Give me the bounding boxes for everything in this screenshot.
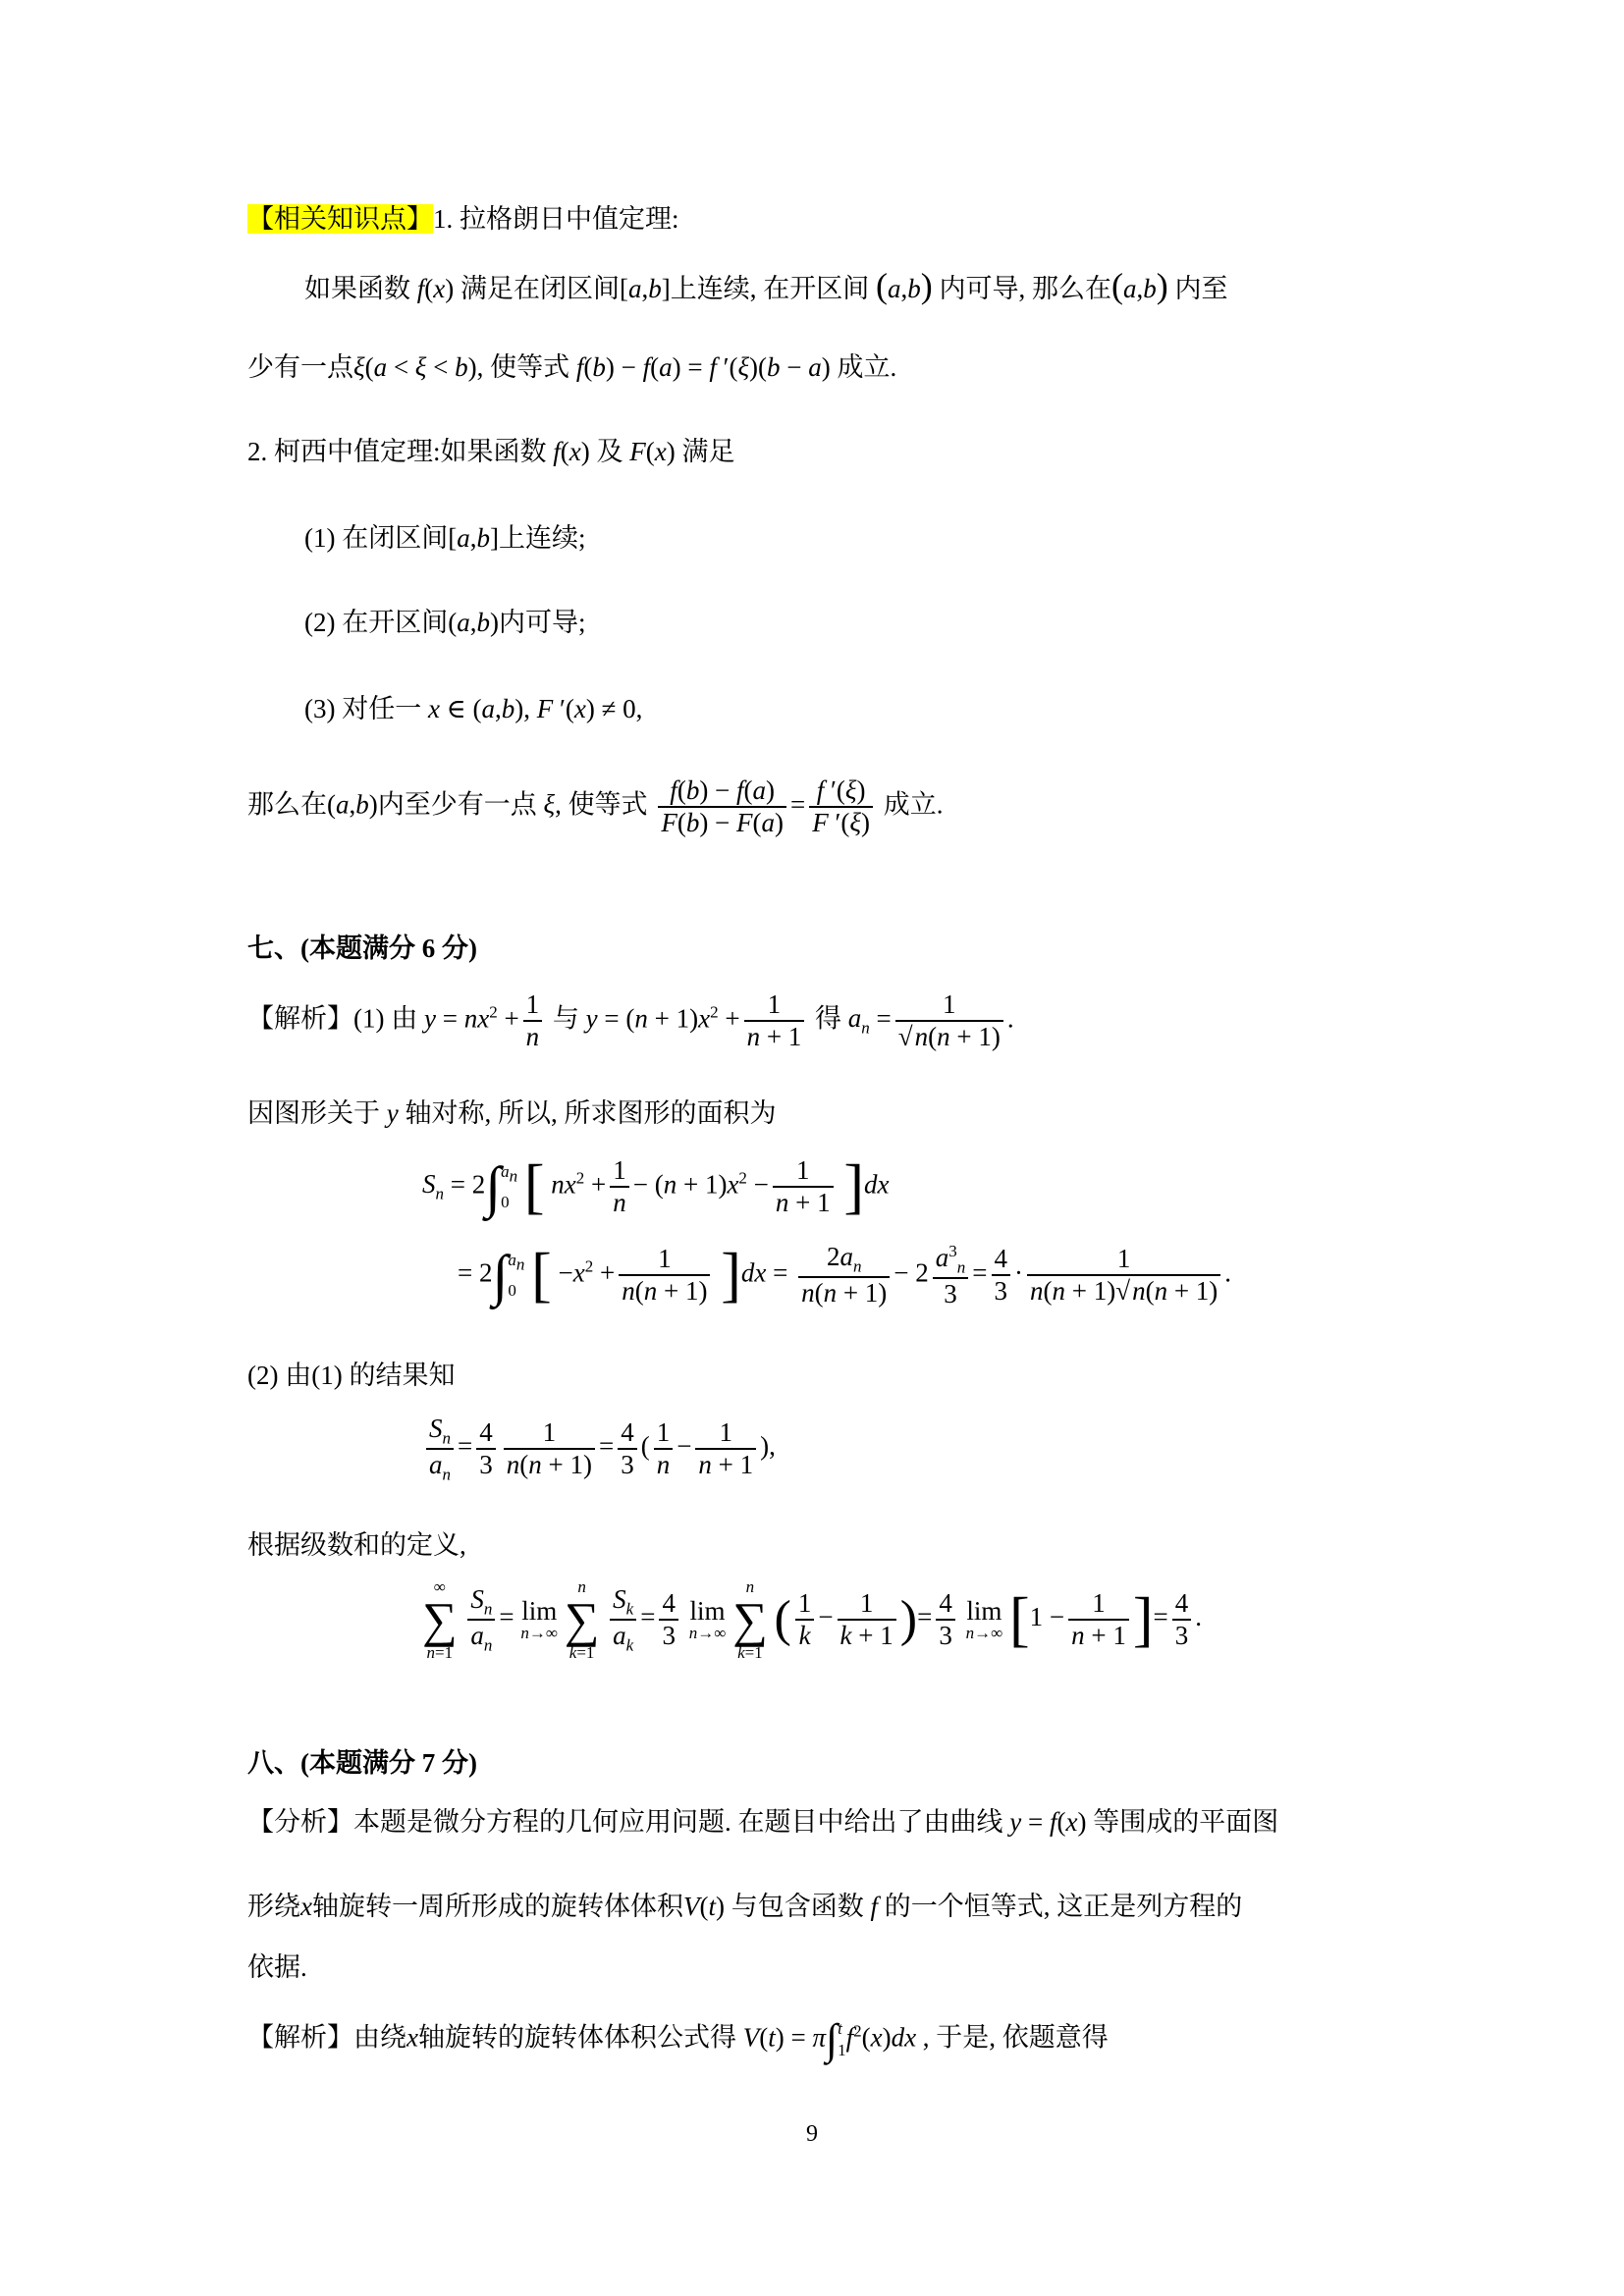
cauchy-condition-1: (1) 在闭区间[a,b]上连续; [304, 523, 586, 553]
solution-line: 【解析】由绕x轴旋转的旋转体体积公式得 V(t) = π∫ t 1 $f^2(x)dx$ , 于是, 依题意得 [247, 2015, 1109, 2063]
cauchy-condition-3: (3) 对任一 x ∈ (a,b), F ′(x) ≠ 0, [304, 694, 643, 723]
series-formula: ∞ ∑ n=1 $\frac{S_n}{a_n}$ = lim n→∞ n ∑ k=1 $\frac{S_k}{a_k}$ = $\frac{4}{3}$ lim n→∞ n ∑ k=1 ( $\frac{1}{k}$ − $\frac{1}{k + 1}$ )= $\frac{4}{3}$ lim n→∞ [1 − $\frac{1}{n + 1}$ ]= $\frac{4}{3}$ . [422, 1577, 1202, 1662]
analysis-tag: 【分析】 [247, 1807, 353, 1837]
lagrange-title: 1. 拉格朗日中值定理: [433, 204, 679, 234]
lagrange-statement-line2: 少有一点ξ(a < ξ < b), 使等式 f(b) − f(a) = f ′(ξ)(b − a) 成立. [247, 352, 897, 382]
area-formula-line2: = 2∫ $a_n$ 0 [ $-x^2$ + $\frac{1}{n(n + 1)}$ ]dx = $\frac{2a_n}{n(n + 1)}$ − 2 $\frac{a^3_n}{3}$ = $\frac{4}{3}$ · $\frac{1}{n(n + 1)√n(n + 1)}$ . [458, 1241, 1232, 1308]
analysis-line1: 【分析】本题是微分方程的几何应用问题. 在题目中给出了由曲线 y = f(x) 等围成的平面图 [247, 1807, 1279, 1837]
ratio-formula: $\frac{S_n}{a_n}$ = $\frac{4}{3}$ $\frac{1}{n(n + 1)}$ = $\frac{4}{3}$ ( $\frac{1}{n}$ − $\frac{1}{n + 1}$ ), [422, 1414, 776, 1484]
cauchy-conclusion: 那么在(a,b)内至少有一点 ξ, 使等式 $\frac{f(b) - f(a)}{F(b) - F(a)}$ = $\frac{f '(\xi)}{F '(\xi)}$ 成立. [247, 775, 944, 838]
cauchy-fraction-left: $\frac{f(b) - f(a)}{F(b) - F(a)}$ [658, 775, 786, 838]
cauchy-fraction-right: $\frac{f '(\xi)}{F '(\xi)}$ [809, 775, 873, 838]
analysis-line2: 形绕x轴旋转一周所形成的旋转体体积V(t) 与包含函数 f 的一个恒等式, 这正是列方程的 [247, 1892, 1243, 1921]
section7-part2: (2) 由(1) 的结果知 [247, 1361, 456, 1390]
knowledge-tag: 【相关知识点】 [247, 204, 433, 234]
section7-part1: 【解析】(1) 由 $y = nx^2$ + $\frac{1}{n}$ 与 $y = (n + 1)x^2$ + $\frac{1}{n + 1}$ 得 $a_n$ = $\frac{1}{√n(n + 1)}$ . [247, 989, 1014, 1052]
cauchy-condition-2: (2) 在开区间(a,b)内可导; [304, 608, 586, 637]
section8-heading: 八、(本题满分 7 分) [247, 1748, 477, 1778]
lagrange-statement-line1: 如果函数 f(x) 满足在闭区间[a,b]上连续, 在开区间 (a,b) 内可导, 那么在(a,b) 内至 [304, 266, 1228, 305]
solution-tag-8: 【解析】 [247, 2022, 353, 2053]
series-definition-text: 根据级数和的定义, [247, 1530, 466, 1560]
cauchy-title: 2. 柯西中值定理:如果函数 f(x) 及 F(x) 满足 [247, 437, 735, 466]
solution-tag: 【解析】 [247, 1003, 353, 1034]
section7-heading: 七、(本题满分 6 分) [247, 934, 477, 963]
knowledge-header [247, 203, 679, 235]
analysis-line3: 依据. [247, 1952, 307, 1982]
section7-symmetry: 因图形关于 y 轴对称, 所以, 所求图形的面积为 [247, 1098, 777, 1128]
area-formula-line1: $S_n = 2\int$ $a_n$ 0 [ $nx^2$ + $\frac{1}{n}$ − $(n + 1)x^2$ − $\frac{1}{n + 1}$ ]dx [422, 1153, 890, 1220]
page-number: 9 [806, 2121, 818, 2147]
